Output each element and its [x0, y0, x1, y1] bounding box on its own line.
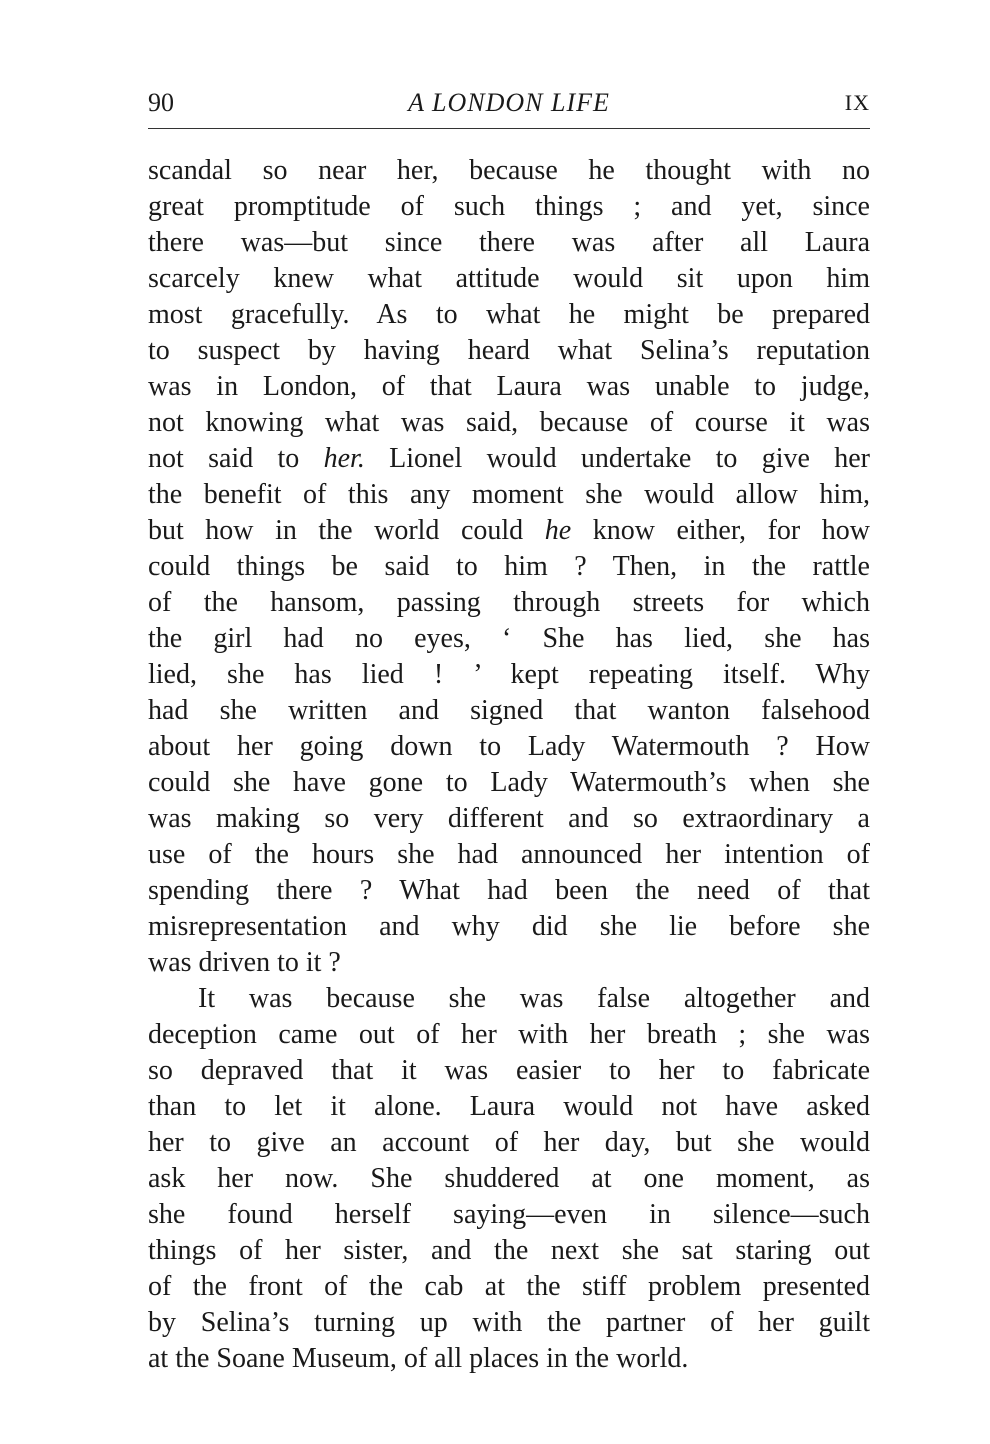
- text-line: [148, 513, 870, 549]
- text-line: so depraved that it was easier to her to fabricate: [148, 1055, 870, 1086]
- text-line: was in London, of that Laura was unable to judge,: [148, 371, 870, 402]
- text-line: most gracefully. As to what he might be prepared: [148, 299, 870, 330]
- text-line: things of her sister, and the next she sat staring out: [148, 1235, 870, 1266]
- text-segment: not said to: [148, 443, 324, 474]
- text-segment: but how in the world could: [148, 515, 545, 546]
- text-line: deception came out of her with her breath ; she was: [148, 1019, 870, 1050]
- text-line: she found herself saying—even in silence—such: [148, 1199, 870, 1230]
- header-rule: [148, 128, 870, 129]
- text-line: could things be said to him ? Then, in the rattle: [148, 551, 870, 582]
- text-line: not knowing what was said, because of course it was: [148, 407, 870, 438]
- running-title: A LONDON LIFE: [408, 88, 610, 117]
- page-header: [148, 86, 870, 120]
- text-line: her to give an account of her day, but she would: [148, 1127, 870, 1158]
- body-text: [148, 153, 870, 1377]
- text-line: scarcely knew what attitude would sit upon him: [148, 263, 870, 294]
- text-line: had she written and signed that wanton falsehood: [148, 695, 870, 726]
- text-line: was making so very different and so extraordinary a: [148, 803, 870, 834]
- text-line: of the hansom, passing through streets for which: [148, 587, 870, 618]
- text-line: of the front of the cab at the stiff problem presented: [148, 1271, 870, 1302]
- italic-emphasis: her.: [323, 443, 365, 474]
- text-line: than to let it alone. Laura would not have asked: [148, 1091, 870, 1122]
- text-line: spending there ? What had been the need of that: [148, 875, 870, 906]
- text-line: at the Soane Museum, of all places in the world.: [148, 1343, 689, 1374]
- text-line: was driven to it ?: [148, 947, 341, 978]
- text-line: [148, 441, 870, 477]
- text-line: by Selina’s turning up with the partner of her guilt: [148, 1307, 870, 1338]
- text-line: It was because she was false altogether and: [198, 983, 870, 1014]
- text-line: there was—but since there was after all Laura: [148, 227, 870, 258]
- paragraph: [148, 153, 870, 981]
- text-line: lied, she has lied ! ’ kept repeating itself. Why: [148, 659, 870, 690]
- text-segment: know either, for how: [571, 515, 870, 546]
- text-line: great promptitude of such things ; and yet, since: [148, 191, 870, 222]
- page-number: 90: [148, 88, 174, 117]
- text-line: the girl had no eyes, ‘ She has lied, she has: [148, 623, 870, 654]
- italic-emphasis: he: [544, 515, 572, 546]
- text-line: about her going down to Lady Watermouth ? How: [148, 731, 870, 762]
- text-line: could she have gone to Lady Watermouth’s when she: [148, 767, 870, 798]
- text-line: scandal so near her, because he thought with no: [148, 155, 870, 186]
- text-line: to suspect by having heard what Selina’s reputation: [148, 335, 870, 366]
- text-line: misrepresentation and why did she lie before she: [148, 911, 870, 942]
- text-segment: Lionel would undertake to give her: [364, 443, 870, 474]
- chapter-number: IX: [844, 90, 870, 115]
- text-line: use of the hours she had announced her intention of: [148, 839, 870, 870]
- text-line: ask her now. She shuddered at one moment, as: [148, 1163, 870, 1194]
- paragraph: [148, 981, 870, 1377]
- text-line: the benefit of this any moment she would allow him,: [148, 479, 870, 510]
